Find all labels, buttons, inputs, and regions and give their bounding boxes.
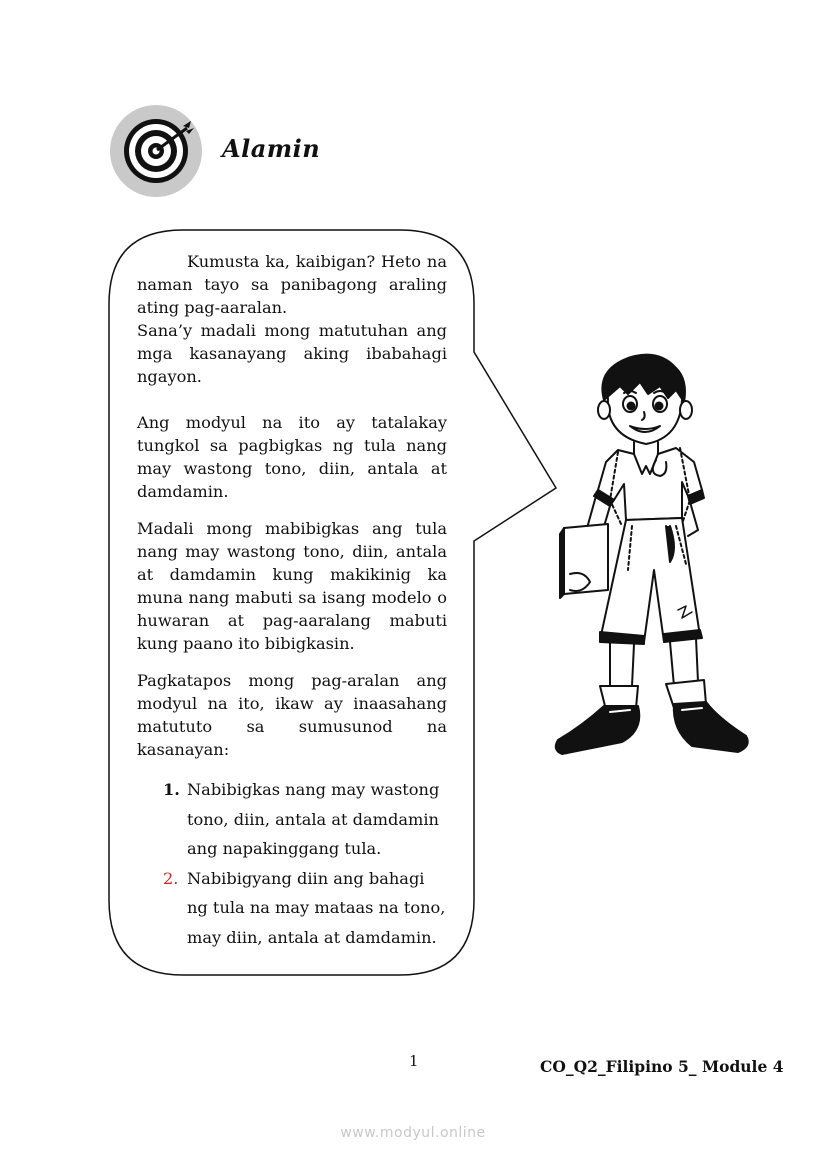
hope-paragraph: Sana’y madali mong matutuhan ang mga kasanayang aking ibabahagi ngayon. (137, 321, 447, 386)
objective-number: 1. (163, 780, 180, 799)
page-number: 1 (409, 1052, 419, 1070)
boy-with-book-illustration (548, 350, 758, 770)
objective-text: Nabibigyang diin ang bahagi ng tula na may mataas na tono, may diin, antala at damdamin. (187, 868, 446, 947)
objective-item (163, 864, 447, 953)
watermark-text: www.modyul.online (340, 1125, 486, 1141)
about-paragraph: Ang modyul na ito ay tatalakay tungkol sa pagbigkas ng tula nang may wastong tono, diin, antala at damdamin. (137, 413, 447, 501)
greeting-paragraph: Kumusta ka, kaibigan? Heto na naman tayo sa panibagong araling ating pag-aaralan. (137, 252, 447, 317)
section-title: Alamin (222, 134, 321, 163)
objective-text: Nabibigkas nang may wastong tono, diin, antala at damdamin ang napakinggang tula. (187, 780, 440, 858)
objective-number: 2. (163, 868, 179, 888)
module-code: CO_Q2_Filipino 5_ Module 4 (540, 1057, 784, 1076)
objective-item (163, 775, 447, 864)
expectation-paragraph: Pagkatapos mong pag-aralan ang modyul na ito, ikaw ay inaasahang matututo sa sumusunod na kasanayan: (137, 671, 447, 759)
objectives-list (137, 775, 447, 952)
bubble-text (137, 250, 447, 952)
how-paragraph: Madali mong mabibigkas ang tula nang may wastong tono, diin, antala at damdamin kung makikinig ka muna nang mabuti sa isang modelo o huwaran at pag-aaralang mabuti kung paano ito bibigkasin. (137, 519, 447, 653)
